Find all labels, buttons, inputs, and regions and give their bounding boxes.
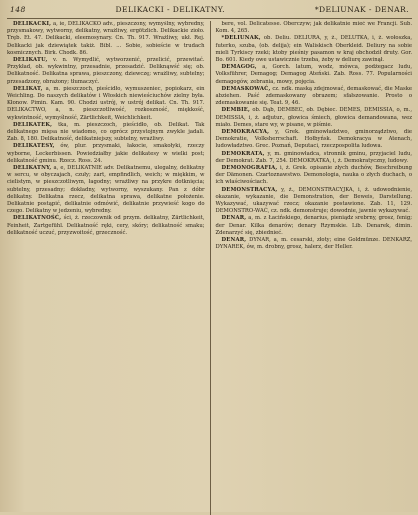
- entry-headword: DEMBIE,: [221, 107, 250, 114]
- entry-headword: DEMASKOWAĆ,: [221, 85, 271, 92]
- dictionary-entry: [216, 215, 413, 237]
- entry-headword: DENAR,: [221, 237, 247, 244]
- dictionary-entry: [7, 86, 205, 122]
- dictionary-entry: [7, 165, 205, 215]
- entry-headword: DELIKACKI,: [13, 21, 52, 27]
- entry-headword: DEMONOGRAFIA,: [221, 165, 278, 172]
- entry-headword: DELIKATEK,: [13, 121, 53, 128]
- right-column: [210, 21, 413, 515]
- dictionary-entry: [216, 21, 413, 35]
- entry-headword: DELIKAT,: [13, 85, 43, 92]
- dictionary-entry: [216, 237, 413, 251]
- entry-text: DYNAR, a, m. cesarski, złoty; eine Goldmünze. DENKARZ, DYNAREK, ów, m. drobny, grosz, halerz, der Heller.: [215, 237, 412, 251]
- dictionary-entry: [216, 107, 413, 129]
- entry-headword: DENAR,: [221, 215, 247, 222]
- left-running-head: DELIKACKI - DELIKATNY.: [115, 5, 225, 14]
- entry-headword: DEMAGOG,: [221, 64, 257, 71]
- entry-headword: DELIKATESY,: [13, 143, 55, 150]
- entry-text: a, m. z Łacińskiego, denarius, pieniądz srebrny, grosz, fenig; der Denar. Kilka denarów; denary Rzymskie. Lib. Denarek, dimin. Zdenarzyć się, zbiednieć.: [215, 215, 412, 236]
- running-header: [7, 5, 412, 19]
- entry-text: y, m. gminowładca, stronnik gminu, przyjaciel ludu, der Demokrat. Zab. 7, 254. DEMOKRATKA, i, ż. Demokratyczny, ludowy.: [215, 150, 412, 164]
- entry-text: a, e, DELIKATNIE adv. Delikatnemu, ulegalny, delikatny w sercu, w obyczajach, czuły; zart, empfindlich, weich; w miękkim, w cielistym, w pieszczotliwym, łagodny; wrażliwy na przykre dotknięcia; subtelny, przesadny; dokładny, wytworny, wyszukany. Pan z dóbr delikatny. Delikatna rzecz, delikatna sprawa, delikatne położenie. Delikatnie postąpić, delikatnie odmówić, delikatnie przywieść kogo do czego. Delikatny w jedzeniu, wybredny.: [7, 165, 205, 215]
- right-running-head: *DELIUNAK - DENAR.: [314, 5, 409, 14]
- entry-text: y, ż., DEMONSTRACYJKA, i, ż. udowodnienie, okazanie, wykazanie, die Demonstration, der Beweis, Darstellung. Wykazywać, ukazywać rzecz; okazanie postawione. Zab. 11, 129. DEMONSTRO-WAĆ, cz. ndk. demonstruje; dowodnie, jawnie wykazywać.: [215, 186, 412, 215]
- entry-text: tka, m. pieszczoch, pieścidło, ob. Delikat. Tak delikatnego mięsa nie wiadomo, co oprócz przystojnym zwykle jadali. Zab. 8, 180. Delikatność, delikatniejszy, subtelny, wrażliwy.: [7, 121, 205, 143]
- dictionary-entry: [216, 35, 413, 64]
- entry-text: a, m. pieszczoch, pieścidło, wymuszeniec, popiokarz, ein Weichling. Do naszych delikatów i Włoskich niewieściuchów zielny była. Kłonow. Pimin. Kam. 90. Chodzi ustrój, w ustrój delikat. Cn. Th. 917. DELIKACTWO, a, n. pieszczotliwość, rozkoszność, miękkość, wykwintność, wymyślność, Zärtlichkeit, Weichlichkeit.: [7, 85, 205, 121]
- dictionary-entry: [216, 64, 413, 86]
- entry-text: ści, ż. rzeczownik od przym. delikatny, Zärtlichkeit, Feinheit, Zartgefühl. Delikatność ręki, cery, skóry; delikatność smaku; delikatność uczuć, przyzwoitość, grzeczność.: [7, 215, 205, 236]
- dictionary-entry: [216, 129, 413, 151]
- page-number: 148: [10, 5, 26, 14]
- entry-headword: DELIKATU,: [13, 57, 48, 64]
- entry-text: bere, vol. Delicatesse. Oberczyw; jak delikatnie mieć we Francji. Sub. Kom. 4, 265.: [215, 21, 412, 35]
- dictionary-entry: [216, 187, 413, 216]
- entry-headword: DEMONSTRACYA,: [221, 186, 278, 193]
- dictionary-entry: [7, 21, 205, 57]
- entry-headword: DEMOKRACYA,: [221, 129, 270, 136]
- dictionary-entry: [216, 165, 413, 187]
- dictionary-entry: [216, 86, 413, 108]
- entry-headword: *DELIUNAK,: [221, 35, 261, 42]
- entry-text: ob. Dąb, DEMBEC, ob. Dębiec. DEMES, DEMISSIA, o, m., DEMISSIA, i, ż. adjutur., głowica śmiech, głowica demandowana, wez miało. Demes, stare wy, w pisane, w piśmie.: [215, 107, 412, 128]
- dictionary-entry: [7, 57, 205, 86]
- entry-text: ów, plur. przysmaki, łakocie, smakołyki, rzeczy wyborne, Leckerbissen. Powiedziałby jakie delikatesy w wielki post; delikatność gminu. Rzecz. Ross. 24.: [7, 143, 205, 164]
- dictionary-entry: [216, 151, 413, 165]
- entry-text: ob. Deliu. DELIURA, y, ż., DELUTKA, i, ż. wołoszka, futerko, szuba, (ob. delija); ein Waliskisch Oberkleid. Deliury na sobie mieli Tyrkiscy rzeki; ktoby pieśniy pasamon w kraj obchodził druty. Gor. Bo. 601. Kiedy owe ustawicznie trzeba, żeby w deliurę zawinął.: [215, 35, 412, 64]
- text-columns: [7, 21, 412, 515]
- entry-text: a, ie, DELIKACKO adv., pieszczony, wymyślny, wybredny, przysmakowy, wytworny, delikatny, wrażliwy, ergötzlich. Delikackie zioło. Tręb. Et. 47. Delikacki, eleemosynary. Cn. Th. 917. Wrażliwy, ukł. Rej. Delikacki jak dziewiątek takiż. Bibl. ... Sobie, sobieście w trudach kosmicznych. Birk. Chodk. 86.: [7, 21, 205, 56]
- entry-text: y, Grek. gminowładztwo, gminorządztwo, die Demokratie, Volksherrschaft. Hołbyńsk. Demokracya w Atenach, ludowładztwo. Grec. Poznań, Deputaci, rzeczpospolita ludowa.: [215, 129, 412, 150]
- entry-headword: DELIKATNOŚĆ,: [13, 215, 62, 222]
- dictionary-entry: [7, 215, 205, 237]
- entry-headword: DEMOKRATA,: [221, 150, 265, 157]
- entry-headword: DELIKATNY,: [13, 165, 52, 172]
- entry-text: v. n. Wymydlić, wytworzenić, przelicić, przewitać. Przykład, ob. wykwintny, przesadnie, przesadzić. Deliknąwść się; ob. Delikatność. Delikatna sprawa, pieszczony, dziewczę; wrażliwy, subtelny; przesadzony, obrażony; tłumaczyć.: [7, 57, 205, 85]
- left-column: [7, 21, 210, 515]
- entry-text: i, ż. Grek. opisanie złych duchów, Beschreibung der Dämonen. Czartoznawstwo. Demonologia, nauka o złych duchach, o ich właściwościach.: [215, 165, 412, 186]
- dictionary-entry: [7, 143, 205, 165]
- dictionary-entry: [7, 122, 205, 144]
- entry-text: a, Gorch. latum, wodz, mówca, podżegacz ludu, Volksführer, Demagog; Demagog Ateński. Zab. Ross. 77. Popularności demagogów, zebrania, mowy, pojęcia.: [215, 64, 412, 85]
- entry-text: cz. ndk. maską zdejmować, demaskować, die Maske abziehen. Paść zdemaskowany obrazem; sfałszowanie. Prosto o zdemaskowanie się. Teat. 9, 46.: [215, 85, 412, 107]
